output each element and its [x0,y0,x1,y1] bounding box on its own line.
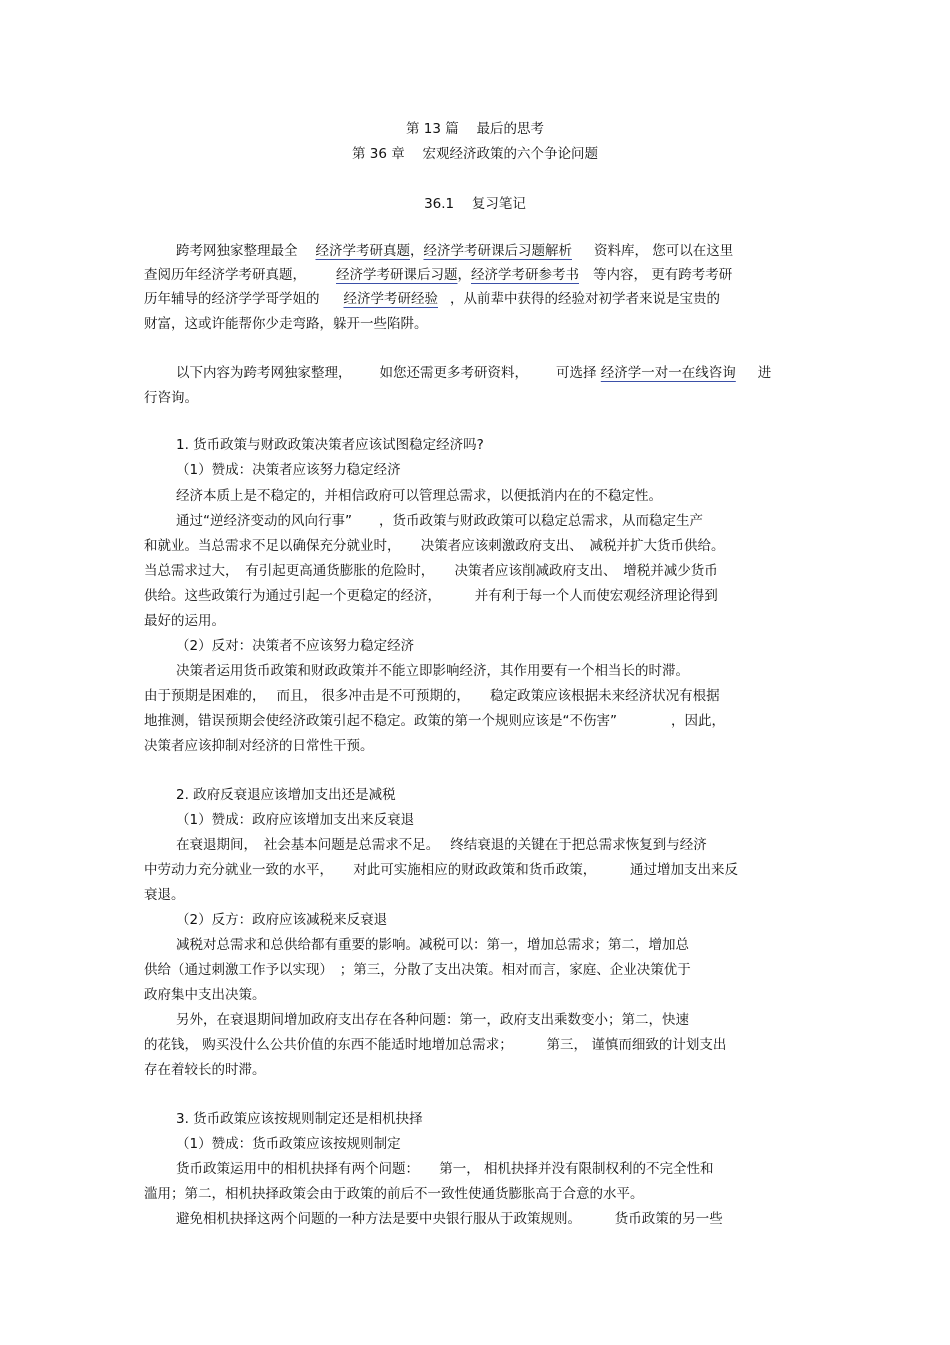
intro-text: 等内容， 更有跨考考研 [593,267,733,283]
intro-text: ，从前辈中获得的经验对初学者来说是宝贵的 [450,291,720,307]
s2-con-line: 的花钱， 购买没什么公共价值的东西不能适时地增加总需求； 第三， 谨慎而细致的计划支出 [144,1037,727,1053]
s3-pro-heading: （1）赞成：货币政策应该按规则制定 [176,1136,401,1152]
part-heading [0,120,950,138]
intro-text: 历年辅导的经济学学哥学姐的 [144,291,320,307]
chapter-title: 宏观经济政策的六个争论问题 [422,146,599,162]
link-exam-papers[interactable]: 经济学考研真题 [315,243,410,259]
intro-text: 跨考网独家整理最全 [176,243,298,259]
s1-pro-line: 最好的运用。 [144,613,225,629]
intro-text: 查阅历年经济学考研真题， [144,267,306,283]
s2-con-line: 政府集中支出决策。 [144,987,266,1003]
s3-pro-line: 滥用；第二，相机抉择政策会由于政策的前后不一致性使通货膨胀高于合意的水平。 [144,1186,644,1202]
s3-pro-line: 货币政策运用中的相机抉择有两个问题： 第一， 相机抉择并没有限制权利的不完全性和 [176,1161,714,1177]
part-number: 第 13 篇 [405,121,459,137]
s1-pro-line: 经济本质上是不稳定的，并相信政府可以管理总需求，以便抵消内在的不稳定性。 [176,488,662,504]
s1-con-line: 地推测，错误预期会使经济政策引起不稳定。政策的第一个规则应该是“不伤害” ，因此， [144,713,725,729]
separator: ， [410,243,424,259]
section-title: 复习笔记 [471,196,526,212]
intro-p2-line-1 [176,364,771,382]
section-heading [0,195,950,213]
intro-line-2 [144,266,732,284]
s2-pro-line: 中劳动力充分就业一致的水平， 对此可实施相应的财政政策和货币政策， 通过增加支出来反 [144,862,738,878]
s2-con-line: 存在着较长的时滞。 [144,1062,266,1078]
s2-title: 2. 政府反衰退应该增加支出还是减税 [176,787,396,803]
s3-pro-line: 避免相机抉择这两个问题的一种方法是要中央银行服从于政策规则。 货币政策的另一些 [176,1211,723,1227]
s1-pro-heading: （1）赞成：决策者应该努力稳定经济 [176,462,401,478]
s2-pro-heading: （1）赞成：政府应该增加支出来反衰退 [176,812,415,828]
s3-title: 3. 货币政策应该按规则制定还是相机抉择 [176,1111,423,1127]
s1-con-line: 决策者应该抑制对经济的日常性干预。 [144,738,374,754]
s1-title: 1. 货币政策与财政政策决策者应该试图稳定经济吗? [176,437,484,453]
link-exercises[interactable]: 经济学考研课后习题 [336,267,458,283]
s2-con-line: 供给（通过刺激工作予以实现） ；第三，分散了支出决策。相对而言，家庭、企业决策优于 [144,962,691,978]
s2-pro-line: 在衰退期间， 社会基本问题是总需求不足。 终结衰退的关键在于把总需求恢复到与经济 [176,837,707,853]
s2-con-line: 另外，在衰退期间增加政府支出存在各种问题：第一，政府支出乘数变小；第二，快速 [176,1012,689,1028]
link-exercise-solutions[interactable]: 经济学考研课后习题解析 [423,243,572,259]
s1-con-line: 由于预期是困难的， 而且， 很多冲击是不可预期的， 稳定政策应该根据未来经济状况有根据 [144,688,720,704]
chapter-heading [0,145,950,163]
s2-con-line: 减税对总需求和总供给都有重要的影响。减税可以：第一，增加总需求；第二，增加总 [176,937,689,953]
chapter-number: 第 36 章 [351,146,405,162]
intro-text: 如您还需更多考研资料， [379,365,528,381]
intro-text: 可选择 [556,365,597,381]
intro-text: 资料库， 您可以在这里 [594,243,734,259]
section-number: 36.1 [424,196,455,212]
link-reference-books[interactable]: 经济学考研参考书 [471,267,579,283]
separator: ， [457,267,471,283]
s2-pro-line: 衰退。 [144,887,185,903]
intro-text: 以下内容为跨考网独家整理， [176,365,352,381]
s1-con-line: 决策者运用货币政策和财政政策并不能立即影响经济，其作用要有一个相当长的时滞。 [176,663,689,679]
s1-pro-line: 和就业。当总需求不足以确保充分就业时， 决策者应该刺激政府支出、 减税并扩大货币供给。 [144,538,725,554]
intro-line-1 [176,242,733,260]
link-consultation[interactable]: 经济学一对一在线咨询 [600,365,736,381]
s1-pro-line: 当总需求过大， 有引起更高通货膨胀的危险时， 决策者应该削减政府支出、 增税并减少货币 [144,563,718,579]
intro-line-3 [144,290,720,308]
intro-p2-line-2: 行咨询。 [144,390,198,406]
intro-line-4: 财富，这或许能帮你少走弯路，躲开一些陷阱。 [144,316,428,332]
part-title: 最后的思考 [476,121,545,137]
s2-con-heading: （2）反方：政府应该减税来反衰退 [176,912,388,928]
link-experience[interactable]: 经济学考研经验 [343,291,438,307]
intro-text: 进 [757,365,772,381]
s1-pro-line: 供给。这些政策行为通过引起一个更稳定的经济， 并有利于每一个人而使宏观经济理论得到 [144,588,718,604]
s1-con-heading: （2）反对：决策者不应该努力稳定经济 [176,638,415,654]
s1-pro-line: 通过“逆经济变动的风向行事” ，货币政策与财政政策可以稳定总需求，从而稳定生产 [176,513,703,529]
